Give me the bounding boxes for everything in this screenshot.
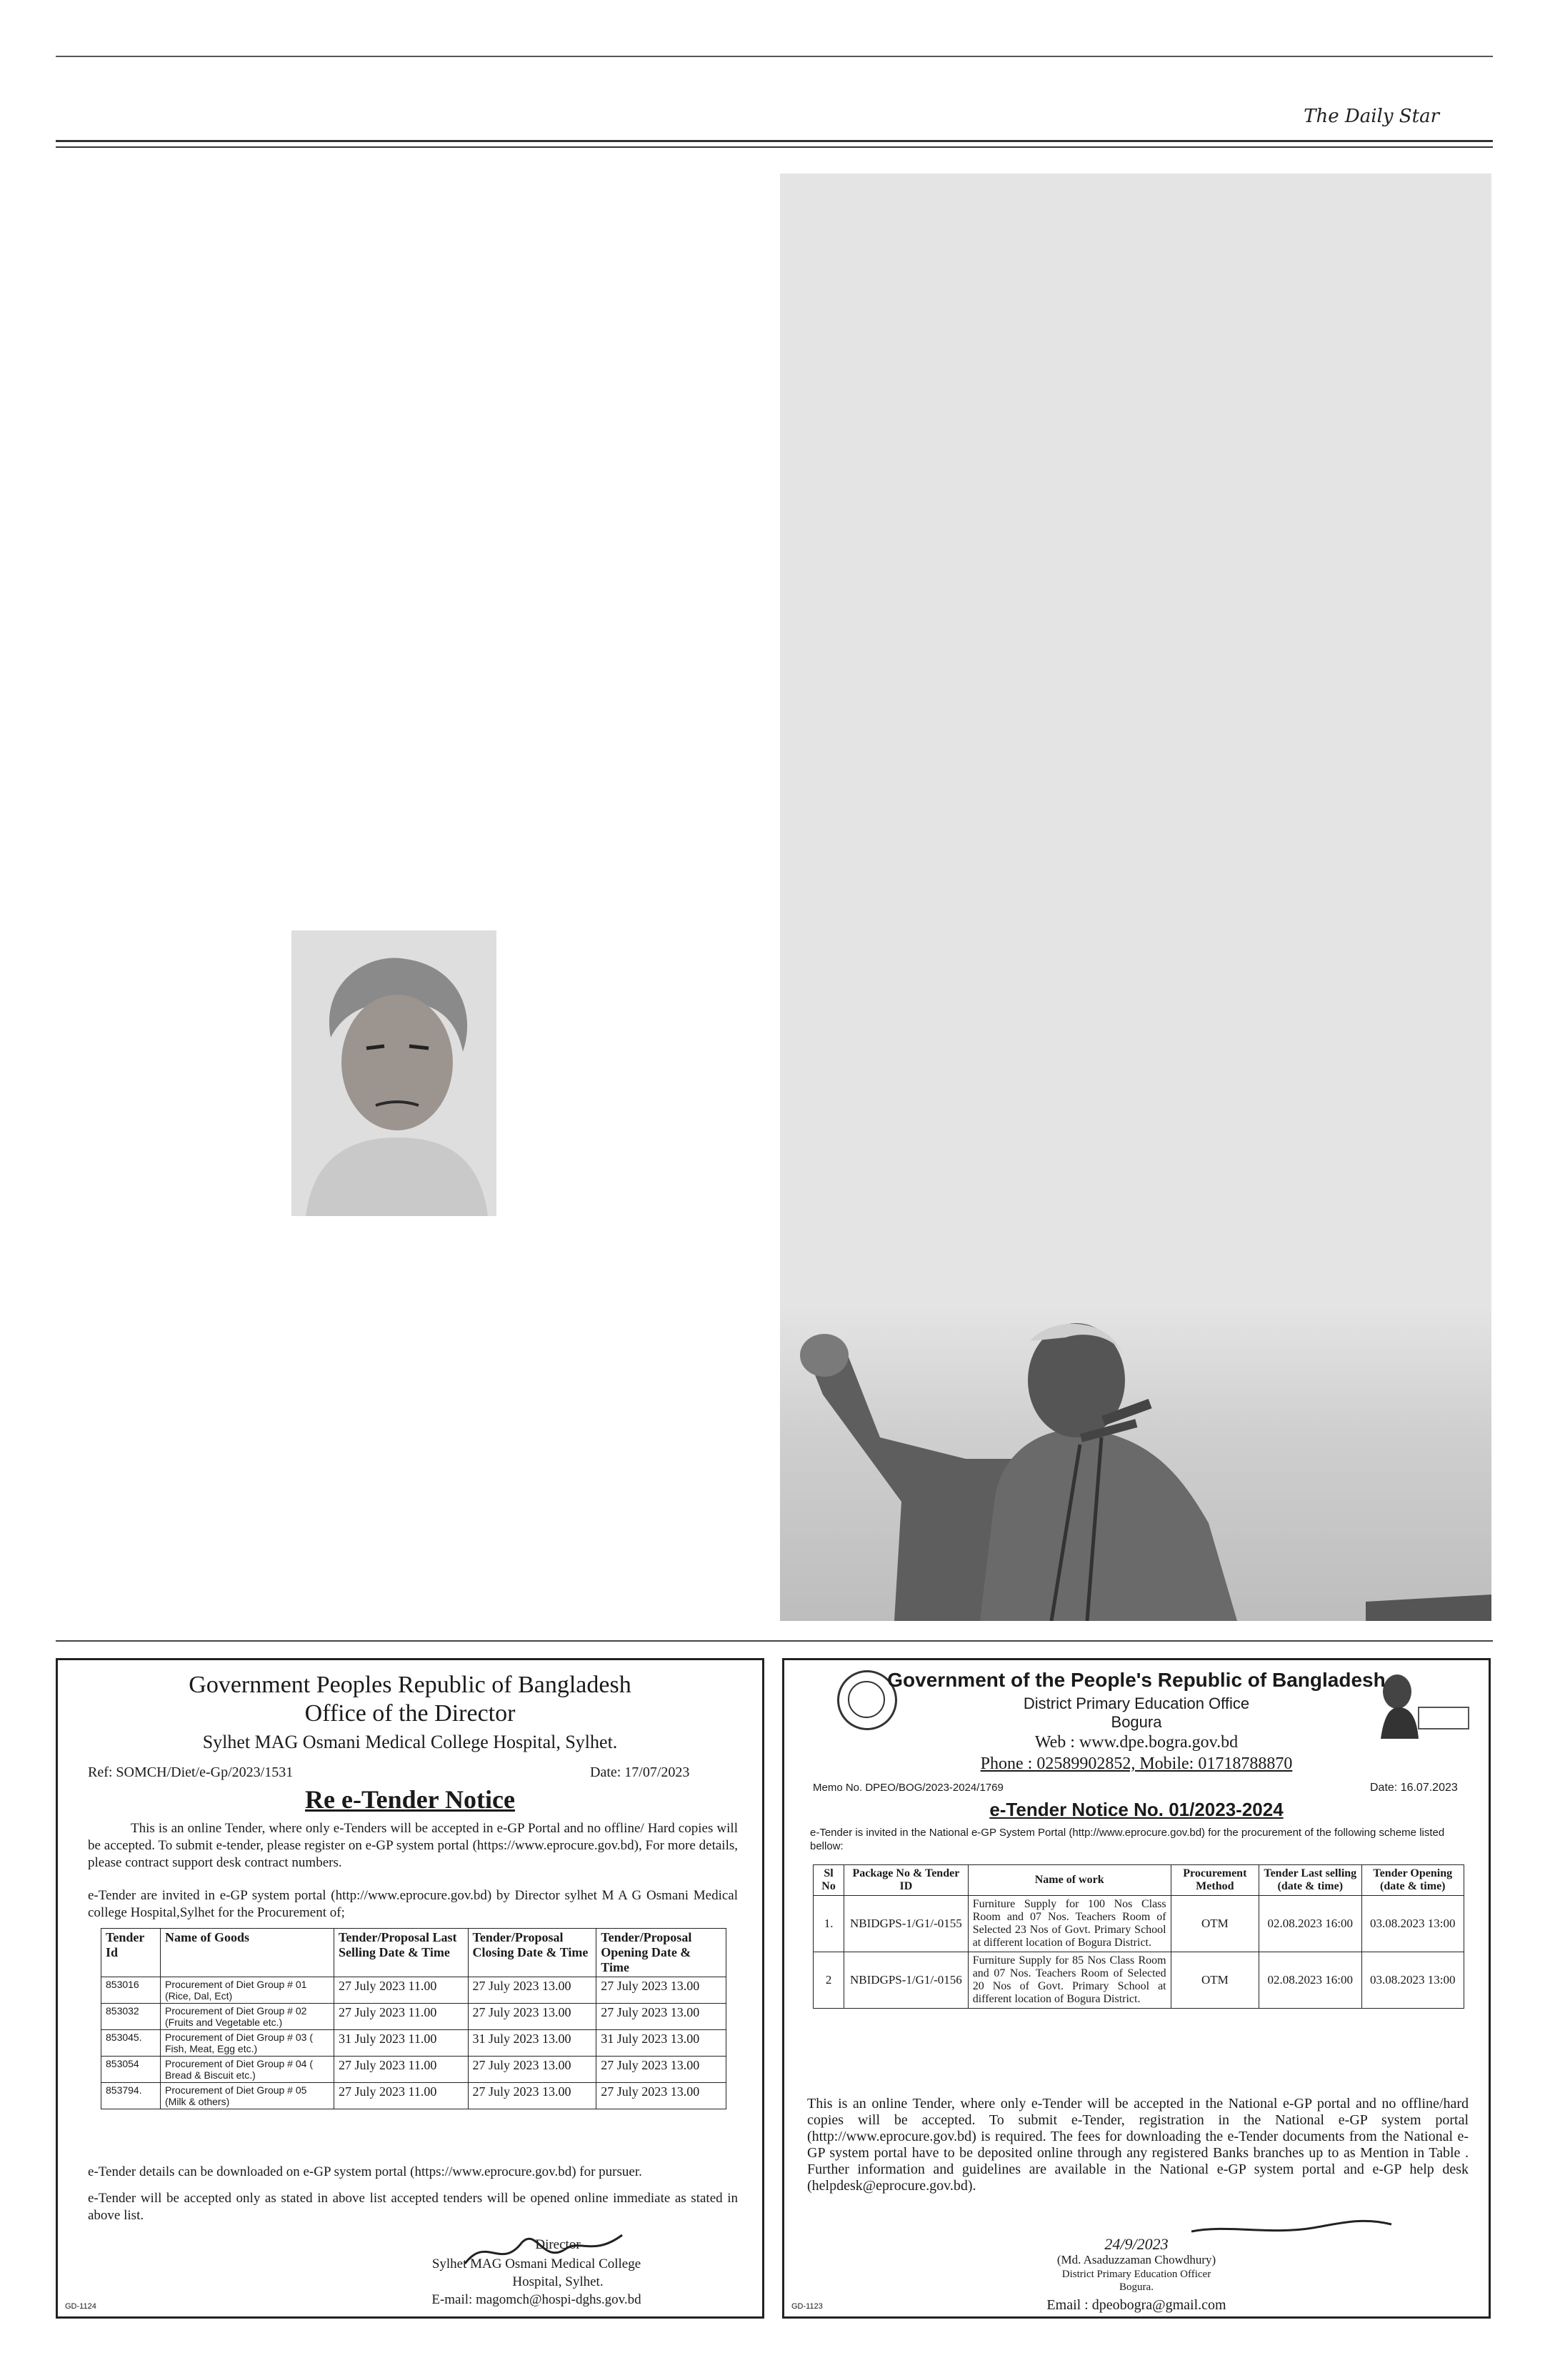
table-cell: 31 July 2023 13.00: [468, 2030, 596, 2057]
table-header: Tender Opening (date & time): [1361, 1865, 1464, 1896]
table-cell: Furniture Supply for 85 Nos Class Room and 07 Nos. Teachers Room of Selected 20 Nos of Govt. Primary School at different location of Bogura District.: [968, 1952, 1171, 2009]
ad1-tender-table: [101, 1928, 726, 2109]
table-cell: 853045.: [101, 2030, 161, 2057]
ad2-phone: Phone : 02589902852, Mobile: 01718788870: [980, 1754, 1293, 1773]
table-row: [101, 1977, 726, 2004]
feature-photo-panel: [780, 174, 1491, 1621]
table-cell: NBIDGPS-1/G1/-0156: [844, 1952, 969, 2009]
table-header: Name of Goods: [161, 1929, 334, 1977]
table-cell: 31 July 2023 11.00: [334, 2030, 469, 2057]
tender-notice-bogura: [782, 1658, 1491, 2319]
ad2-body: This is an online Tender, where only e-Tender will be accepted in the National e-GP portal and no offline/hard copies will be accepted. To submit e-Tender, registration in the National e-GP system portal (http://www.eprocure.gov.bd) is required. The fees for downloading the e-Tender documents from the National e-GP system portal have to be deposited online through any registered Banks branches up to as Mention in Table . Further information and guidelines are available in the National e-GP system portal and e-GP help desk (helpdesk@eprocure.gov.bd).: [807, 2096, 1469, 2194]
table-header: Package No & Tender ID: [844, 1865, 969, 1896]
table-cell: 27 July 2023 11.00: [334, 2083, 469, 2109]
table-cell: 03.08.2023 13:00: [1361, 1896, 1464, 1952]
ad2-code: GD-1123: [791, 2302, 823, 2311]
table-cell: NBIDGPS-1/G1/-0155: [844, 1896, 969, 1952]
ad2-header-line1: Government of the People's Republic of Bangladesh: [887, 1669, 1386, 1691]
ad1-header-line3: Sylhet MAG Osmani Medical College Hospital, Sylhet.: [202, 1732, 618, 1752]
masthead-brand: The Daily Star: [1304, 106, 1439, 127]
table-cell: 27 July 2023 11.00: [334, 1977, 469, 2004]
table-cell: 1.: [814, 1896, 844, 1952]
tender-notice-sylhet: [56, 1658, 764, 2319]
ad1-ref: Ref: SOMCH/Diet/e-Gp/2023/1531: [88, 1764, 294, 1780]
ad1-date: Date: 17/07/2023: [590, 1764, 690, 1780]
table-cell: Furniture Supply for 100 Nos Class Room and 07 Nos. Teachers Room of Selected 23 Nos of Govt. Primary School at different location of Bogura District.: [968, 1896, 1171, 1952]
table-cell: 853794.: [101, 2083, 161, 2109]
table-cell: Procurement of Diet Group # 04 ( Bread & Biscuit etc.): [161, 2057, 334, 2083]
ad1-header-line1: Government Peoples Republic of Bangladesh: [189, 1672, 631, 1698]
table-header: Sl No: [814, 1865, 844, 1896]
table-header: Tender/Proposal Opening Date & Time: [596, 1929, 726, 1977]
ad1-para4: e-Tender will be accepted only as stated in above list accepted tenders will be opened online immediate as stated in above list.: [88, 2191, 738, 2223]
table-row: [101, 2057, 726, 2083]
ad1-sig-email: E-mail: magomch@hospi-dghs.gov.bd: [431, 2292, 641, 2307]
table-cell: 27 July 2023 13.00: [468, 2057, 596, 2083]
section-rule: [56, 1640, 1493, 1642]
table-header: Name of work: [968, 1865, 1171, 1896]
ad2-sig-date: 24/9/2023: [1104, 2235, 1169, 2253]
table-cell: 27 July 2023 13.00: [468, 2004, 596, 2030]
ad1-title: Re e-Tender Notice: [305, 1785, 515, 1814]
table-header: Tender Id: [101, 1929, 161, 1977]
table-cell: 02.08.2023 16:00: [1259, 1952, 1361, 2009]
ad2-header-line2: District Primary Education Office: [1023, 1694, 1250, 1712]
table-cell: Procurement of Diet Group # 02 (Fruits and Vegetable etc.): [161, 2004, 334, 2030]
table-cell: 02.08.2023 16:00: [1259, 1896, 1361, 1952]
table-header-row: [101, 1929, 726, 1977]
table-cell: OTM: [1171, 1896, 1259, 1952]
table-cell: 27 July 2023 13.00: [596, 2083, 726, 2109]
ad1-para2: e-Tender are invited in e-GP system portal (http://www.eprocure.gov.bd) by Director sylhet M A G Osmani Medical college Hospital,Sylhet for the Procurement of;: [88, 1888, 738, 1920]
table-row: [101, 2083, 726, 2109]
table-header-row: [814, 1865, 1464, 1896]
ad1-sig-title: Director: [535, 2237, 581, 2252]
table-row: [101, 2030, 726, 2057]
table-cell: 27 July 2023 11.00: [334, 2004, 469, 2030]
ad1-code: GD-1124: [65, 2302, 96, 2311]
columnist-photo-man: [291, 930, 496, 1216]
ad2-intro: e-Tender is invited in the National e-GP System Portal (http://www.eprocure.gov.bd) for the procurement of the following scheme listed bellow:: [810, 1827, 1445, 1852]
table-cell: 27 July 2023 11.00: [334, 2057, 469, 2083]
ad1-sig-org: Sylhet MAG Osmani Medical College: [431, 2256, 641, 2271]
table-cell: 27 July 2023 13.00: [596, 1977, 726, 2004]
table-cell: 27 July 2023 13.00: [468, 2083, 596, 2109]
table-cell: 853054: [101, 2057, 161, 2083]
table-cell: Procurement of Diet Group # 03 ( Fish, Meat, Egg etc.): [161, 2030, 334, 2057]
table-row: [101, 2004, 726, 2030]
table-cell: 853016: [101, 1977, 161, 2004]
table-cell: 853032: [101, 2004, 161, 2030]
table-header: Procurement Method: [1171, 1865, 1259, 1896]
ad2-email: Email : dpeobogra@gmail.com: [1046, 2297, 1226, 2313]
ad1-para3: e-Tender details can be downloaded on e-GP system portal (https://www.eprocure.gov.bd) for pursuer.: [88, 2164, 642, 2179]
feature-photo-figure: [780, 1287, 1491, 1621]
table-cell: Procurement of Diet Group # 05 (Milk & others): [161, 2083, 334, 2109]
ad2-memo: Memo No. DPEO/BOG/2023-2024/1769: [813, 1782, 1004, 1794]
ad2-title: e-Tender Notice No. 01/2023-2024: [989, 1799, 1284, 1820]
ad1-header-line2: Office of the Director: [304, 1700, 516, 1727]
masthead-rule-2: [56, 146, 1493, 148]
table-cell: 27 July 2023 13.00: [596, 2057, 726, 2083]
ad1-sig-place: Hospital, Sylhet.: [512, 2274, 604, 2289]
table-cell: 27 July 2023 13.00: [596, 2004, 726, 2030]
table-cell: OTM: [1171, 1952, 1259, 2009]
ad2-header-line3: Bogura: [1111, 1713, 1162, 1731]
masthead-rule-1: [56, 140, 1493, 142]
ad2-date: Date: 16.07.2023: [1370, 1782, 1458, 1794]
top-rule: [56, 56, 1493, 57]
table-cell: 2: [814, 1952, 844, 2009]
table-row: [814, 1952, 1464, 2009]
ad2-tender-table: [813, 1864, 1464, 2009]
table-header: Tender/Proposal Closing Date & Time: [468, 1929, 596, 1977]
table-header: Tender Last selling (date & time): [1259, 1865, 1361, 1896]
table-cell: 31 July 2023 13.00: [596, 2030, 726, 2057]
table-header: Tender/Proposal Last Selling Date & Time: [334, 1929, 469, 1977]
table-cell: 27 July 2023 13.00: [468, 1977, 596, 2004]
ad2-sig-title: District Primary Education Officer: [1061, 2269, 1211, 2280]
table-cell: Procurement of Diet Group # 01 (Rice, Dal, Ect): [161, 1977, 334, 2004]
ad2-sig-place: Bogura.: [1119, 2281, 1154, 2293]
ad2-web: Web : www.dpe.bogra.gov.bd: [1034, 1733, 1239, 1752]
table-row: [814, 1896, 1464, 1952]
ad2-sig-name: (Md. Asaduzzaman Chowdhury): [1056, 2253, 1216, 2266]
table-cell: 03.08.2023 13:00: [1361, 1952, 1464, 2009]
ad1-para1: This is an online Tender, where only e-Tenders will be accepted in e-GP Portal and no offline/ Hard copies will be accepted. To submit e-tender, please register on e-GP system portal (https://www.eprocure.gov.bd), For more details, please contract support desk contract numbers.: [88, 1821, 738, 1870]
